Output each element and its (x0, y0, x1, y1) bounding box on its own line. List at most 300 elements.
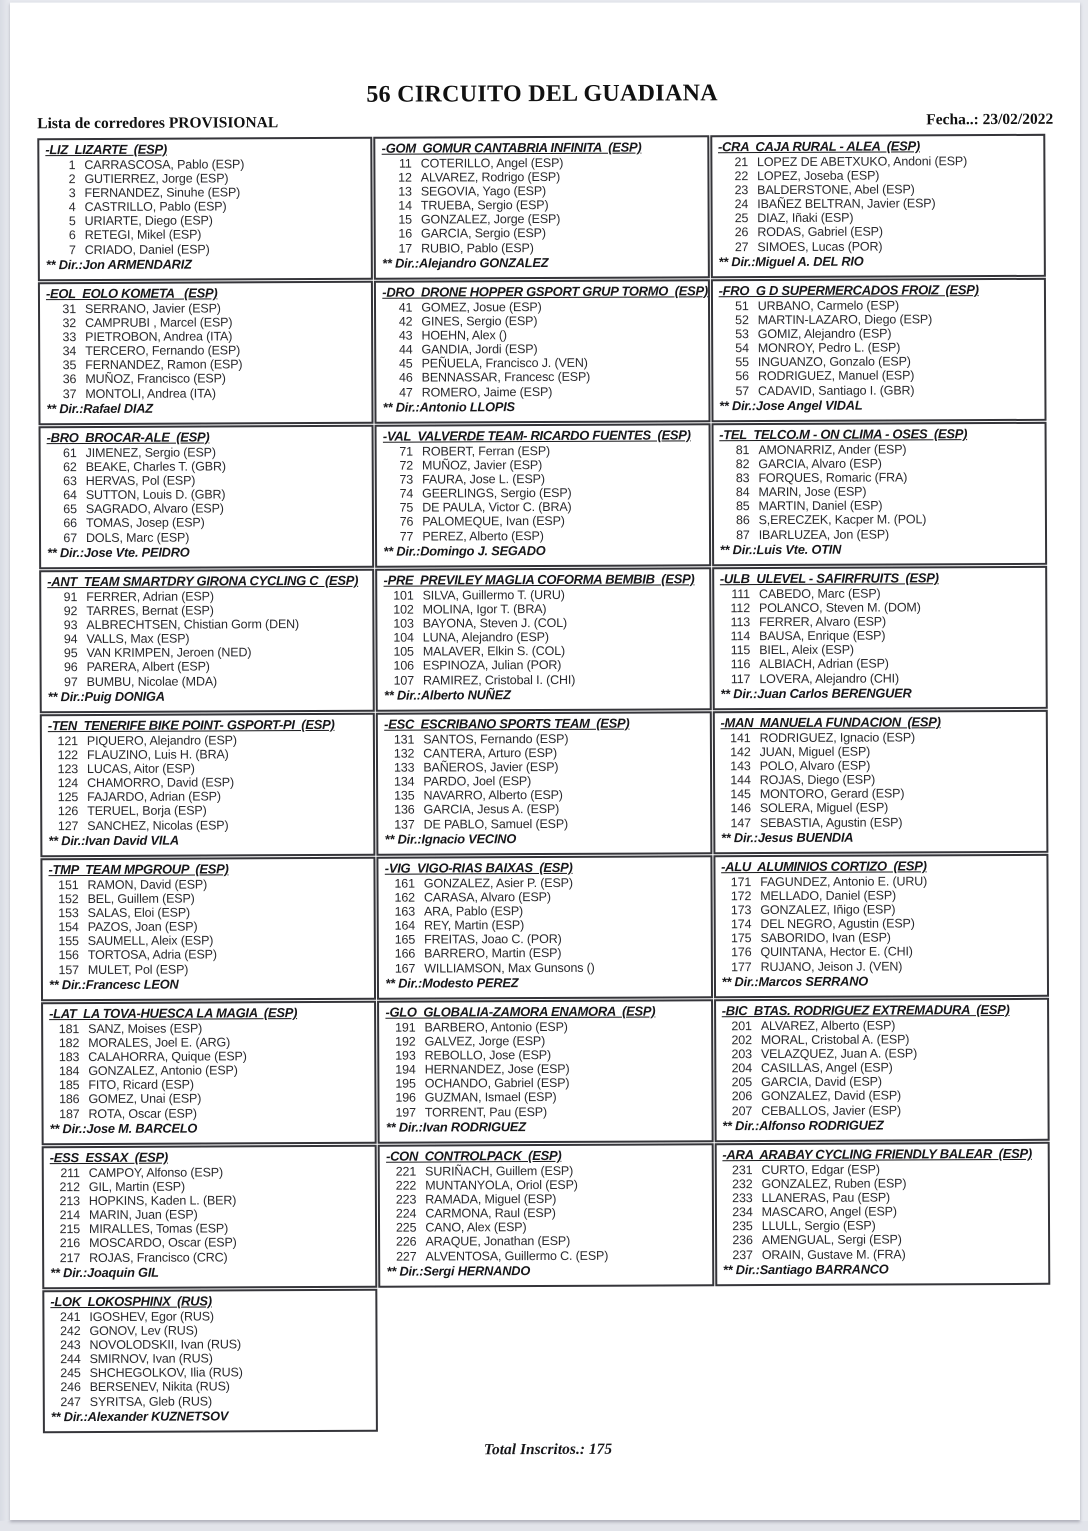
rider-name: QUINTANA, Hector E. (CHI) (760, 944, 913, 960)
rider-number: 205 (731, 1075, 753, 1090)
rider-name: FERRER, Alvaro (ESP) (759, 614, 886, 630)
rider-name: CARRASCOSA, Pablo (ESP) (84, 157, 245, 173)
rider-name: SUTTON, Louis D. (GBR) (85, 487, 226, 503)
rider-row (48, 789, 368, 804)
rider-row (721, 874, 1041, 889)
rider-row (382, 327, 702, 342)
team-director: ** Dir.:Joaquin GIL (50, 1264, 159, 1280)
rider-name: GONOV, Lev (RUS) (89, 1323, 198, 1339)
rider-row (722, 1046, 1042, 1061)
rider-name: OCHANDO, Gabriel (ESP) (424, 1076, 570, 1091)
rider-row (46, 315, 366, 330)
rider-row (49, 891, 369, 906)
rider-name: FLAUZINO, Luis H. (BRA) (86, 747, 229, 763)
rider-number: 32 (62, 316, 77, 331)
rider-number: 56 (735, 369, 750, 384)
rider-row (46, 357, 366, 372)
rider-row (719, 456, 1039, 471)
rider-number: 21 (734, 155, 749, 170)
rider-row (382, 212, 702, 227)
rider-row (384, 644, 704, 659)
rider-number: 124 (57, 776, 79, 791)
rider-row (385, 816, 705, 831)
rider-number: 77 (399, 529, 414, 544)
rider-list (49, 877, 370, 977)
team-header: -ULB ULEVEL - SAFIRFRUITS (ESP) (719, 570, 939, 587)
rider-name: BEL, Guillem (ESP) (87, 891, 195, 907)
rider-row (46, 301, 366, 316)
rider-name: RUJANO, Jeison J. (VEN) (760, 959, 903, 974)
team-box (39, 425, 375, 569)
rider-name: TERCERO, Fernando (ESP) (85, 343, 241, 359)
rider-number: 196 (395, 1091, 416, 1106)
rider-name: AMENGUAL, Sergi (ESP) (761, 1232, 902, 1248)
rider-name: CABEDO, Marc (ESP) (758, 586, 881, 602)
rider-number: 143 (730, 759, 751, 774)
rider-number: 245 (60, 1366, 81, 1381)
rider-name: RODRIGUEZ, Manuel (ESP) (757, 368, 915, 384)
rider-number: 74 (399, 486, 414, 501)
rider-number: 31 (62, 302, 77, 317)
rider-list (49, 1021, 370, 1121)
rider-row (722, 958, 1042, 973)
rider-number: 71 (399, 444, 414, 459)
rider-row (720, 670, 1040, 685)
rider-number: 191 (395, 1020, 416, 1035)
team-director: ** Dir.:Jon ARMENDARIZ (45, 256, 192, 272)
rider-name: GUZMAN, Ismael (ESP) (424, 1090, 557, 1105)
rider-row (722, 1060, 1042, 1075)
rider-name: HOEHN, Alex () (421, 328, 507, 343)
rider-number: 85 (735, 499, 750, 514)
rider-list (47, 589, 368, 689)
team-director: ** Dir.:Jose Angel VIDAL (719, 397, 863, 413)
rider-name: HERVAS, Pol (ESP) (85, 473, 196, 489)
rider-row (382, 169, 702, 184)
rider-number: 202 (731, 1033, 752, 1048)
rider-number: 186 (59, 1092, 80, 1107)
team-header: -BIC BTAS. RODRIGUEZ EXTREMADURA (ESP) (721, 1001, 1010, 1019)
rider-number: 116 (730, 657, 751, 672)
rider-row (48, 761, 368, 776)
rider-name: PIETROBON, Andrea (ITA) (85, 329, 233, 345)
rider-number: 2 (68, 172, 76, 187)
rider-name: CADAVID, Santiago I. (GBR) (758, 382, 915, 398)
rider-name: LOPEZ DE ABETXUKO, Andoni (ESP) (757, 154, 968, 170)
team-box (377, 999, 713, 1143)
rider-number: 146 (730, 801, 751, 816)
rider-number: 246 (60, 1380, 81, 1395)
rider-row (720, 600, 1040, 615)
rider-number: 241 (59, 1310, 81, 1325)
team-box (714, 998, 1050, 1142)
team-header: -ARA ARABAY CYCLING FRIENDLY BALEAR (ESP) (722, 1145, 1032, 1163)
rider-number: 42 (398, 314, 413, 329)
team-header: -TMP TEAM MPGROUP (ESP) (48, 861, 229, 878)
rider-name: REY, Martin (ESP) (424, 918, 525, 933)
team-director: ** Dir.:Domingo J. SEGADO (383, 542, 546, 559)
rider-row (47, 445, 367, 460)
rider-name: BAUSA, Enrique (ESP) (759, 628, 886, 644)
rider-name: LOPEZ, Joseba (ESP) (757, 168, 880, 184)
rider-name: NOVOLODSKII, Ivan (RUS) (89, 1337, 242, 1353)
rider-name: MONROY, Pedro L. (ESP) (757, 340, 901, 356)
rider-number: 166 (394, 947, 416, 962)
rider-number: 156 (58, 948, 79, 963)
rider-name: CANO, Alex (ESP) (425, 1220, 527, 1235)
rider-number: 66 (63, 516, 77, 531)
rider-name: GOMEZ, Unai (ESP) (88, 1091, 202, 1107)
team-header: -ANT TEAM SMARTDRY GIRONA CYCLING C (ESP) (47, 572, 359, 590)
rider-row (48, 747, 368, 762)
rider-number: 144 (730, 773, 751, 788)
rider-row (51, 1337, 371, 1352)
rider-row (723, 1204, 1043, 1219)
rider-row (385, 946, 705, 961)
rider-number: 235 (732, 1219, 753, 1234)
rider-name: BALDERSTONE, Abel (ESP) (757, 182, 915, 198)
rider-number: 173 (730, 903, 752, 918)
rider-number: 127 (57, 818, 79, 833)
rider-row (49, 933, 369, 948)
rider-name: MARIN, Juan (ESP) (88, 1207, 198, 1223)
team-header: -EOL EOLO KOMETA (ESP) (45, 285, 218, 302)
rider-row (723, 1218, 1043, 1233)
rider-name: MUÑOZ, Francisco (ESP) (85, 371, 226, 387)
rider-name: PALOMEQUE, Ivan (ESP) (422, 514, 565, 530)
rider-number: 115 (730, 643, 751, 658)
rider-name: RODRIGUEZ, Ignacio (ESP) (759, 730, 916, 746)
team-director: ** Dir.:Jesus BUENDIA (720, 829, 854, 845)
rider-row (46, 199, 366, 214)
rider-name: GONZALEZ, Jorge (ESP) (420, 212, 561, 227)
rider-row (385, 918, 705, 933)
rider-number: 75 (399, 500, 414, 516)
rider-number: 223 (395, 1192, 417, 1207)
rider-number: 64 (63, 488, 77, 503)
rider-number: 103 (393, 616, 414, 631)
rider-name: WILLIAMSON, Max Gunsons () (424, 960, 595, 976)
rider-row (384, 731, 704, 746)
rider-row (718, 168, 1038, 183)
rider-number: 112 (730, 601, 751, 616)
rider-name: BAÑEROS, Javier (ESP) (423, 760, 559, 775)
teams-grid (37, 134, 1051, 1433)
rider-number: 45 (398, 356, 413, 372)
rider-name: S,ERECZEK, Kacper M. (POL) (758, 512, 927, 528)
team-header: -VIG VIGO-RIAS BAIXAS (ESP) (384, 859, 573, 876)
team-header: -ESC ESCRIBANO SPORTS TEAM (ESP) (384, 715, 630, 732)
rider-name: CAMPOY, Alfonso (ESP) (88, 1165, 224, 1180)
team-director: ** Dir.:Sergi HERNANDO (386, 1262, 531, 1279)
rider-number: 142 (730, 745, 751, 760)
team-director: ** Dir.:Francesc LEON (48, 976, 179, 992)
rider-row (718, 154, 1038, 169)
subheader (37, 111, 1053, 133)
rider-row (719, 298, 1039, 313)
rider-name: GOMEZ, Josue (ESP) (421, 300, 542, 315)
rider-name: FERNANDEZ, Sinuhe (ESP) (84, 185, 241, 201)
rider-name: CASTRILLO, Pablo (ESP) (84, 199, 227, 215)
rider-row (50, 1207, 370, 1222)
team-box (375, 423, 711, 567)
rider-row (720, 642, 1040, 657)
rider-name: SMIRNOV, Ivan (RUS) (89, 1351, 213, 1367)
rider-name: MARIN, Jose (ESP) (758, 484, 867, 500)
rider-number: 201 (731, 1019, 752, 1034)
rider-list (385, 875, 706, 975)
rider-name: PARDO, Joel (ESP) (423, 774, 532, 789)
rider-number: 25 (734, 211, 749, 226)
rider-number: 147 (730, 815, 751, 830)
rider-list (386, 1163, 707, 1263)
team-header: -PRE PREVILEY MAGLIA COFORMA BEMBIB (ESP) (383, 571, 695, 588)
rider-name: SANCHEZ, Nicolas (ESP) (87, 817, 229, 833)
rider-row (722, 1032, 1042, 1047)
rider-name: DEL NEGRO, Agustin (ESP) (760, 916, 915, 932)
team-header: -CRA CAJA RURAL - ALEA (ESP) (717, 138, 920, 155)
rider-number: 36 (62, 372, 77, 387)
team-director: ** Dir.:Luis Vte. OTIN (719, 541, 842, 557)
rider-name: LUCAS, Aitor (ESP) (86, 761, 195, 777)
rider-row (47, 501, 367, 516)
rider-number: 193 (395, 1048, 416, 1063)
rider-row (47, 459, 367, 474)
rider-row (723, 1246, 1043, 1261)
rider-number: 162 (394, 890, 415, 905)
rider-name: ALVAREZ, Rodrigo (ESP) (420, 170, 561, 185)
rider-name: CARASA, Alvaro (ESP) (423, 890, 551, 905)
rider-name: BENNASSAR, Francesc (ESP) (421, 370, 591, 386)
team-director: ** Dir.:Rafael DIAZ (46, 400, 153, 416)
rider-name: FAURA, Jose L. (ESP) (422, 472, 545, 487)
rider-row (47, 617, 367, 632)
rider-row (46, 213, 366, 228)
rider-number: 92 (63, 604, 78, 619)
rider-name: GUTIERREZ, Jorge (ESP) (84, 171, 229, 187)
rider-row (384, 745, 704, 760)
rider-row (720, 498, 1040, 513)
rider-number: 154 (58, 920, 79, 935)
rider-name: SAGRADO, Alvaro (ESP) (85, 501, 224, 517)
team-header: -ESS ESSAX (ESP) (49, 1149, 168, 1166)
rider-name: VALLS, Max (ESP) (86, 631, 190, 647)
rider-row (383, 370, 703, 385)
rider-name: JIMENEZ, Sergio (ESP) (85, 445, 216, 461)
rider-name: BAYONA, Steven J. (COL) (422, 616, 568, 631)
rider-number: 63 (63, 474, 77, 489)
rider-name: MOSCARDO, Oscar (ESP) (89, 1235, 237, 1251)
team-director: ** Dir.:Ivan RODRIGUEZ (385, 1118, 526, 1135)
rider-number: 61 (63, 446, 77, 461)
rider-number: 203 (731, 1047, 752, 1062)
rider-name: FERNANDEZ, Ramon (ESP) (85, 357, 243, 373)
rider-number: 161 (394, 876, 415, 891)
rider-row (720, 526, 1040, 541)
rider-row (384, 615, 704, 630)
rider-row (386, 1047, 706, 1062)
rider-name: TARRES, Bernat (ESP) (86, 603, 214, 619)
rider-number: 175 (730, 931, 752, 946)
rider-row (718, 238, 1038, 253)
rider-name: SERRANO, Javier (ESP) (84, 301, 221, 317)
team-header: -LIZ LIZARTE (ESP) (45, 141, 167, 158)
rider-name: ROTA, Oscar (ESP) (88, 1106, 197, 1121)
rider-number: 53 (735, 327, 749, 342)
rider-row (51, 1351, 371, 1366)
rider-number: 181 (58, 1022, 80, 1037)
rider-number: 6 (68, 228, 76, 243)
rider-name: SEGOVIA, Yago (ESP) (420, 184, 547, 199)
rider-number: 57 (735, 383, 750, 398)
rider-name: MONTOLI, Andrea (ITA) (85, 385, 216, 401)
rider-list (719, 298, 1040, 398)
rider-number: 43 (398, 328, 413, 343)
rider-row (47, 529, 367, 544)
rider-name: ALVAREZ, Alberto (ESP) (760, 1018, 896, 1034)
rider-name: JUAN, Miguel (ESP) (759, 744, 871, 760)
rider-number: 211 (60, 1166, 80, 1181)
rider-number: 101 (393, 588, 414, 603)
rider-row (721, 916, 1041, 931)
rider-number: 84 (735, 485, 750, 500)
rider-name: BARRERO, Martin (ESP) (424, 946, 562, 961)
team-director: ** Dir.:Ivan David VILA (48, 832, 179, 848)
rider-number: 82 (735, 457, 750, 472)
rider-row (719, 470, 1039, 485)
rider-number: 145 (730, 787, 751, 802)
rider-number: 122 (57, 748, 78, 763)
rider-row (722, 1102, 1042, 1117)
rider-name: MORALES, Joel E. (ARG) (88, 1035, 231, 1051)
rider-name: SHCHEGOLKOV, Ilia (RUS) (89, 1365, 243, 1381)
team-director: ** Dir.:Alexander KUZNETSOV (50, 1408, 229, 1424)
rider-row (45, 185, 365, 200)
rider-number: 232 (732, 1177, 753, 1192)
rider-row (384, 759, 704, 774)
team-director: ** Dir.:Santiago BARRANCO (722, 1261, 889, 1277)
rider-list (721, 874, 1042, 974)
rider-number: 133 (393, 760, 415, 775)
rider-list (722, 1162, 1043, 1262)
team-box (711, 278, 1047, 422)
rider-number: 155 (58, 934, 79, 949)
rider-name: REBOLLO, Jose (ESP) (424, 1048, 552, 1063)
rider-number: 5 (68, 214, 76, 229)
rider-name: FAJARDO, Adrian (ESP) (87, 789, 221, 805)
team-box (374, 135, 710, 279)
rider-row (48, 659, 368, 674)
rider-name: MONTORO, Gerard (ESP) (759, 786, 905, 802)
rider-name: LOVERA, Alejandro (CHI) (759, 671, 899, 686)
rider-number: 132 (393, 746, 415, 761)
rider-list (47, 445, 368, 545)
rider-number: 222 (395, 1178, 417, 1193)
rider-number: 93 (63, 618, 78, 633)
team-header: -TEN TENERIFE BIKE POINT- GSPORT-PI (ESP) (47, 716, 335, 734)
rider-row (50, 1193, 370, 1208)
rider-name: CAMPRUBI , Marcel (ESP) (85, 315, 233, 331)
rider-row (46, 227, 366, 242)
page-title: 56 CIRCUITO DEL GUADIANA (366, 80, 718, 108)
rider-number: 234 (732, 1205, 753, 1220)
rider-name: GINES, Sergio (ESP) (421, 314, 538, 329)
rider-number: 184 (58, 1064, 80, 1079)
rider-number: 247 (60, 1394, 81, 1409)
rider-name: GONZALEZ, Iñigo (ESP) (760, 902, 896, 918)
rider-name: RETEGI, Mikel (ESP) (84, 227, 202, 243)
rider-row (48, 817, 368, 832)
rider-name: TERUEL, Borja (ESP) (87, 803, 207, 819)
rider-number: 153 (58, 906, 79, 921)
rider-name: ARAQUE, Jonathan (ESP) (425, 1234, 571, 1249)
rider-row (721, 888, 1041, 903)
rider-row (50, 1235, 370, 1250)
team-box (710, 134, 1046, 278)
rider-number: 14 (398, 198, 412, 213)
rider-name: DE PABLO, Samuel (ESP) (423, 816, 569, 832)
rider-name: MARTIN, Daniel (ESP) (758, 498, 883, 514)
rider-row (382, 155, 702, 170)
rider-name: ALVENTOSA, Guillermo C. (ESP) (425, 1248, 609, 1264)
rider-row (48, 803, 368, 818)
rider-number: 95 (63, 646, 78, 661)
rider-number: 215 (59, 1222, 81, 1237)
rider-number: 204 (731, 1061, 753, 1076)
rider-row (384, 774, 704, 789)
rider-number: 244 (60, 1352, 81, 1367)
rider-number: 206 (731, 1089, 753, 1104)
rider-name: CRIADO, Daniel (ESP) (84, 242, 210, 257)
rider-row (50, 1221, 370, 1236)
rider-row (383, 384, 703, 399)
rider-row (46, 241, 366, 256)
team-director: ** Dir.:Marcos SERRANO (721, 973, 869, 989)
rider-number: 114 (730, 629, 751, 644)
team-box (378, 1143, 714, 1287)
rider-name: BEAKE, Charles T. (GBR) (85, 459, 226, 475)
rider-name: ORAIN, Gustave M. (FRA) (761, 1246, 906, 1262)
rider-row (722, 1176, 1042, 1191)
team-director: ** Dir.:Modesto PEREZ (385, 974, 519, 991)
rider-number: 3 (68, 186, 76, 201)
team-director: ** Dir.:Miguel A. DEL RIO (718, 253, 864, 269)
rider-row (720, 512, 1040, 527)
rider-name: VELAZQUEZ, Juan A. (ESP) (760, 1046, 918, 1062)
rider-name: ROMERO, Jaime (ESP) (421, 384, 553, 400)
rider-number: 35 (62, 358, 77, 373)
rider-name: ROJAS, Diego (ESP) (759, 772, 876, 788)
rider-number: 242 (60, 1324, 81, 1339)
rider-name: GONZALEZ, Antonio (ESP) (88, 1063, 238, 1079)
rider-name: FERRER, Adrian (ESP) (86, 589, 214, 604)
rider-number: 177 (731, 959, 752, 974)
rider-list (382, 155, 703, 255)
rider-number: 34 (62, 344, 77, 359)
rider-number: 72 (399, 458, 414, 473)
rider-number: 216 (59, 1236, 81, 1251)
rider-name: SIMOES, Lucas (POR) (757, 239, 883, 254)
rider-name: TORRENT, Pau (ESP) (424, 1104, 547, 1120)
rider-number: 195 (395, 1076, 416, 1092)
rider-name: VAN KRIMPEN, Jeroen (NED) (86, 645, 252, 661)
rider-number: 111 (731, 587, 750, 602)
team-box (712, 566, 1048, 710)
rider-number: 23 (734, 183, 749, 198)
rider-row (384, 587, 704, 602)
rider-name: URBANO, Carmelo (ESP) (757, 298, 900, 314)
rider-name: SEBASTIA, Agustin (ESP) (759, 815, 903, 830)
